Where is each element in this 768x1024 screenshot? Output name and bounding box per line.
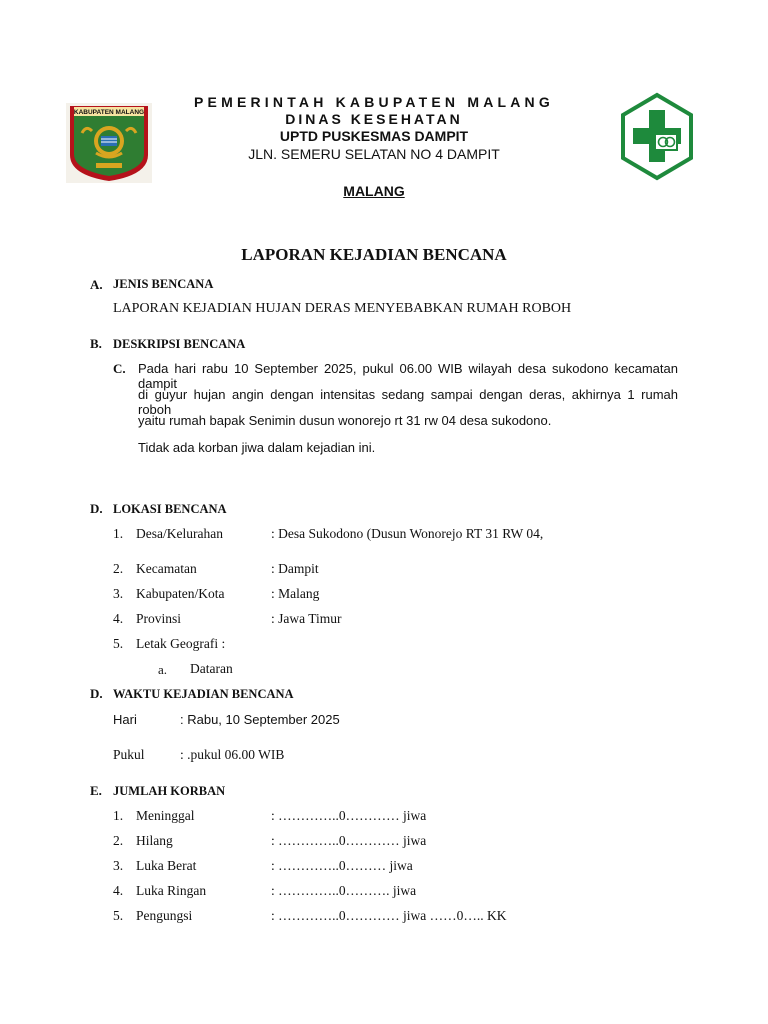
- location-num-3: 3.: [113, 586, 124, 601]
- geography-sub-label: Dataran: [190, 661, 233, 676]
- victim-num-2: 2.: [113, 833, 124, 848]
- location-num-2: 2.: [113, 561, 124, 576]
- puskesmas-logo: [619, 92, 695, 182]
- victim-value-severe: : …………..0……… jiwa: [271, 858, 413, 873]
- time-hour-label: Pukul: [113, 747, 145, 762]
- location-num-1: 1.: [113, 526, 124, 541]
- header-agency: DINAS KESEHATAN: [285, 111, 463, 127]
- section-b-title: DESKRIPSI BENCANA: [113, 337, 246, 351]
- victim-value-refugees: : …………..0………… jiwa ……0….. KK: [271, 908, 507, 923]
- location-label-geography: Letak Geografi :: [136, 636, 226, 651]
- location-value-district: : Dampit: [271, 561, 319, 576]
- victim-label-missing: Hilang: [136, 833, 173, 848]
- time-day-value: : Rabu, 10 September 2025: [180, 712, 340, 727]
- time-day-label: Hari: [113, 712, 137, 727]
- section-a-title: JENIS BENCANA: [113, 277, 214, 291]
- description-line-3: yaitu rumah bapak Senimin dusun wonorejo rt 31 rw 04 desa sukodono.: [138, 413, 552, 428]
- header-city: MALANG: [343, 183, 405, 199]
- victim-num-5: 5.: [113, 908, 124, 923]
- logo-text: KABUPATEN MALANG: [73, 109, 145, 116]
- description-line-2: di guyur hujan angin dengan intensitas sedang sampai dengan deras, akhirnya 1 rumah roboh: [138, 387, 678, 417]
- location-num-4: 4.: [113, 611, 124, 626]
- section-d-title: LOKASI BENCANA: [113, 502, 227, 516]
- section-e-letter: E.: [90, 783, 102, 798]
- victim-num-3: 3.: [113, 858, 124, 873]
- header-government: PEMERINTAH KABUPATEN MALANG: [194, 94, 554, 110]
- location-value-village: : Desa Sukodono (Dusun Wonorejo RT 31 RW 04,: [271, 526, 544, 541]
- section-a-letter: A.: [90, 277, 103, 292]
- time-hour-value: : .pukul 06.00 WIB: [180, 747, 285, 762]
- description-line-1: Pada hari rabu 10 September 2025, pukul 06.00 WIB wilayah desa sukodono kecamatan dampit: [138, 361, 678, 391]
- disaster-type-text: LAPORAN KEJADIAN HUJAN DERAS MENYEBABKAN RUMAH ROBOH: [113, 301, 572, 316]
- header-unit: UPTD PUSKESMAS DAMPIT: [279, 128, 469, 144]
- location-value-regency: : Malang: [271, 586, 320, 601]
- section-time-letter: D.: [90, 686, 103, 701]
- section-d-letter: D.: [90, 501, 103, 516]
- victim-label-severe: Luka Berat: [136, 858, 197, 873]
- victim-label-refugees: Pengungsi: [136, 908, 193, 923]
- victim-label-dead: Meninggal: [136, 808, 195, 823]
- victim-label-minor: Luka Ringan: [136, 883, 207, 898]
- report-title: LAPORAN KEJADIAN BENCANA: [241, 245, 507, 264]
- header-address: JLN. SEMERU SELATAN NO 4 DAMPIT: [248, 146, 500, 162]
- victim-num-1: 1.: [113, 808, 124, 823]
- location-num-5: 5.: [113, 636, 124, 651]
- victim-num-4: 4.: [113, 883, 124, 898]
- location-label-village: Desa/Kelurahan: [136, 526, 223, 541]
- location-label-regency: Kabupaten/Kota: [136, 586, 225, 601]
- section-e-title: JUMLAH KORBAN: [113, 784, 226, 798]
- geography-sub-num: a.: [158, 662, 168, 677]
- description-line-4: Tidak ada korban jiwa dalam kejadian ini.: [138, 440, 376, 455]
- location-label-district: Kecamatan: [136, 561, 197, 576]
- victim-value-dead: : …………..0………… jiwa: [271, 808, 427, 823]
- victim-value-missing: : …………..0………… jiwa: [271, 833, 427, 848]
- section-c-letter: C.: [113, 361, 126, 376]
- victim-value-minor: : …………..0………. jiwa: [271, 883, 417, 898]
- location-value-province: : Jawa Timur: [271, 611, 342, 626]
- section-time-title: WAKTU KEJADIAN BENCANA: [113, 687, 294, 701]
- section-b-letter: B.: [90, 336, 102, 351]
- location-label-province: Provinsi: [136, 611, 182, 626]
